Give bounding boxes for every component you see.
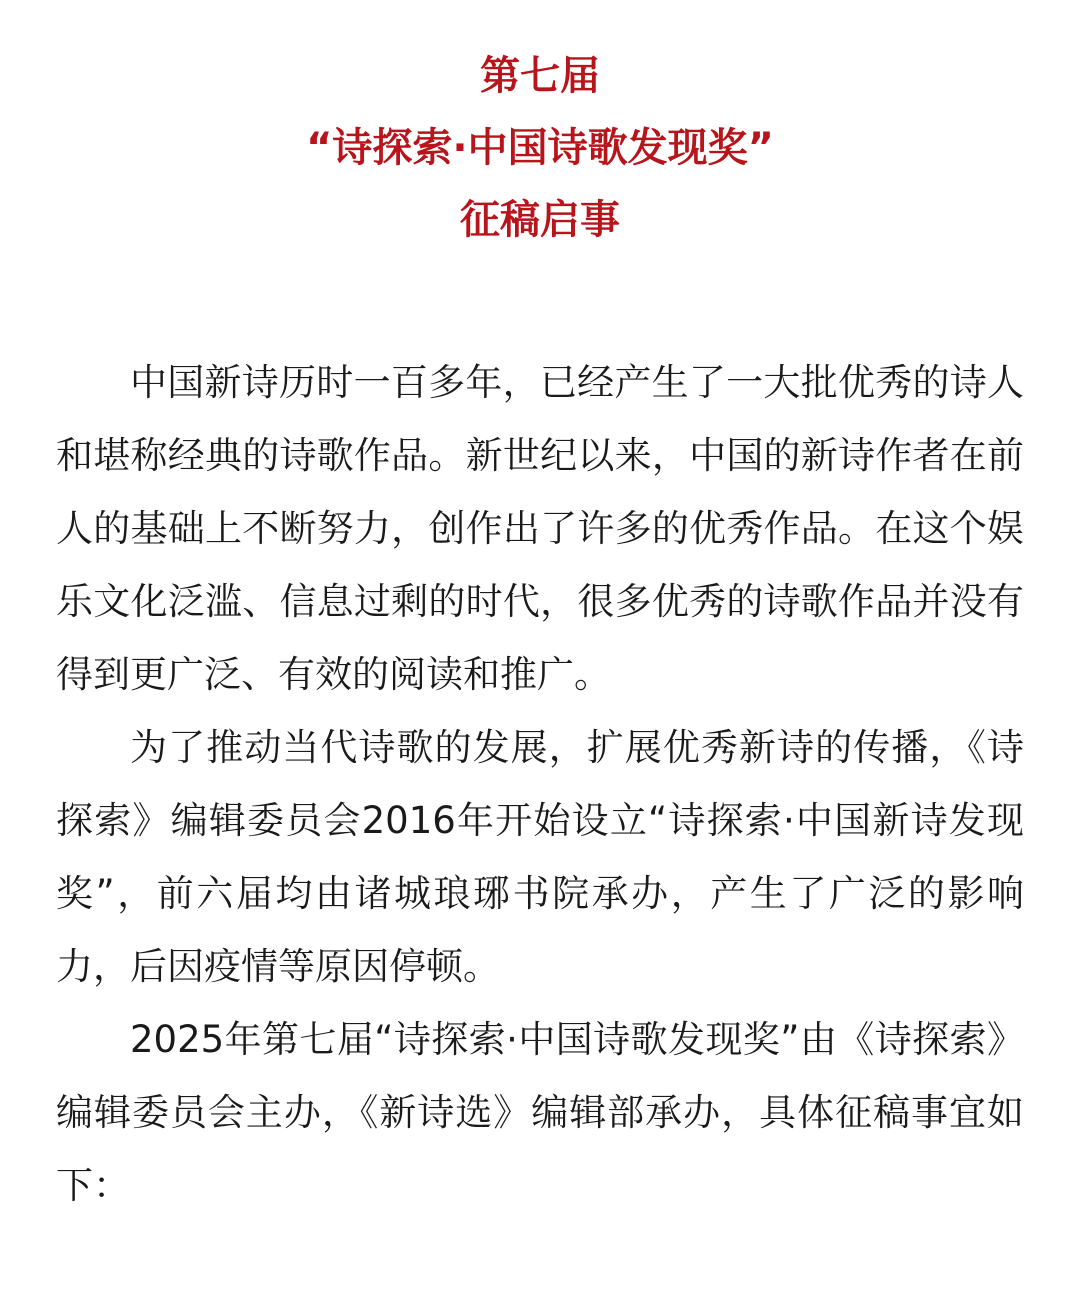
paragraph-history: 为了推动当代诗歌的发展，扩展优秀新诗的传播，《诗探索》编辑委员会2016年开始设立“诗探索·中国新诗发现奖”，前六届均由诸城琅琊书院承办，产生了广泛的影响力，后因疫情等原因停顿。 (56, 726, 1024, 988)
paragraph-intro: 中国新诗历时一百多年，已经产生了一大批优秀的诗人和堪称经典的诗歌作品。新世纪以来，中国的新诗作者在前人的基础上不断努力，创作出了许多的优秀作品。在这个娱乐文化泛滥、信息过剩的时代，很多优秀的诗歌作品并没有得到更广泛、有效的阅读和推广。 (56, 361, 1024, 696)
title-block (56, 40, 1024, 256)
title-call-for-submissions: 征稿启事 (460, 197, 620, 243)
title-edition: 第七届 (480, 53, 600, 99)
article-body (56, 346, 1024, 1222)
title-award-name: “诗探索·中国诗歌发现奖” (306, 125, 774, 171)
paragraph-details: 2025年第七届“诗探索·中国诗歌发现奖”由《诗探索》编辑委员会主办，《新诗选》编辑部承办，具体征稿事宜如下： (56, 1018, 1024, 1207)
